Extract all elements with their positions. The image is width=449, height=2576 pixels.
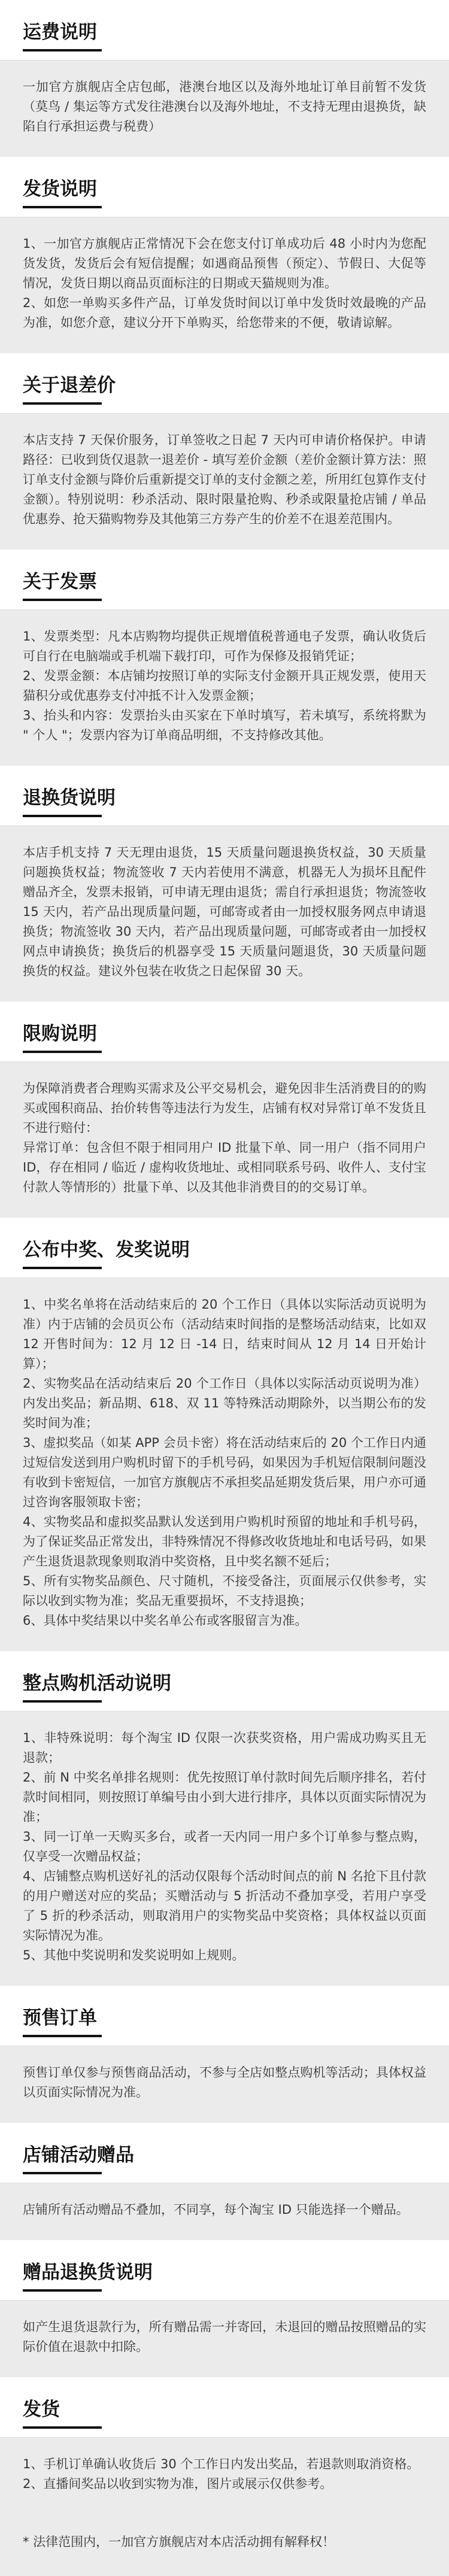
section-paragraph: 异常订单：包含但不限于相同用户 ID 批量下单、同一用户（指不同用户 ID，存在相同 / 临近 / 虚构收货地址、或相同联系号码、收件人、支付宝付款人等情形的）批量下单、以及其他非消费目的的交易订单。 (23, 1140, 430, 1194)
section-header (0, 1218, 449, 1278)
section-body (0, 826, 449, 1002)
title-underline (23, 1051, 102, 1053)
title-underline (23, 206, 102, 208)
title-underline (23, 1267, 102, 1269)
title-underline (23, 2035, 102, 2037)
section-paragraph: 1、发票类型：凡本店购物均提供正规增值税普通电子发票，确认收货后可自行在电脑端或手机端下载打印，可作为保修及报销凭证； (23, 629, 426, 663)
section-paragraph: 4、实物奖品和虚拟奖品默认发送到用户购机时预留的地址和手机号码，为了保证奖品正常发出，非特殊情况不得修改收货地址和电话号码，如果产生退货退款现象则取消中奖资格，且中奖名额不延后； (23, 1515, 426, 1568)
section-title: 限购说明 (23, 1023, 97, 1045)
rule-section (0, 353, 449, 550)
section-body (0, 1062, 449, 1218)
rule-section (0, 0, 449, 157)
footnote-block (0, 2514, 449, 2576)
section-body (0, 1712, 449, 1986)
section-paragraph: 2、发票金额：本店铺均按照订单的实际支付金额开具正规发票，使用天猫积分或优惠券支付冲抵不计入发票金额； (23, 669, 426, 703)
section-paragraph: 本店手机支持 7 天无理由退货，15 天质量问题退换货权益，30 天质量问题换货权益；物流签收 7 天内若使用不满意，机器无人为损坏且配件赠品齐全，发票未报销，可申请无理由退货；需自行承担退货；物流签收 15 天内，若产品出现质量问题，可邮寄或者由一加授权服务网点申请退换货；物流签收 30 天内，若产品出现质量问题，可邮寄或者由一加授权网点申请换货；换货后的机器享受 15 天质量问题退货，30 天质量问题换货的权益。建议外包装在收货之日起保留 30 天。 (23, 845, 430, 978)
section-body (0, 2183, 449, 2240)
rule-section (0, 2240, 449, 2377)
section-paragraph: 店铺所有活动赠品不叠加，不同享，每个淘宝 ID 只能选择一个赠品。 (23, 2202, 409, 2217)
title-underline (23, 2426, 102, 2429)
section-header (0, 2377, 449, 2438)
rule-section (0, 157, 449, 353)
section-body (0, 2046, 449, 2123)
section-paragraph: 2、实物奖品在活动结束后 20 个工作日（具体以实际活动页说明为准）内发出奖品；新品期、618、双 11 等特殊活动期除外，以当期公布的发奖时间为准； (23, 1376, 426, 1430)
section-title: 发货说明 (23, 178, 97, 200)
section-body (0, 217, 449, 353)
section-title: 关于发票 (23, 571, 97, 593)
section-paragraph: 1、手机订单确认收货后 30 个工作日内发出奖品，若退款则取消资格。 (23, 2457, 420, 2471)
section-title: 赠品退换货说明 (23, 2262, 153, 2283)
title-underline (23, 2289, 102, 2292)
section-paragraph: 4、店铺整点购机送好礼的活动仅限每个活动时间点的前 N 名抢下且付款的用户赠送对应的奖品；买赠活动与 5 折活动不叠加享受，若用户享受了 5 折的秒杀活动，则取消用户的实物奖品中奖资格；具体权益以页面实际情况为准。 (23, 1869, 426, 1943)
rule-section (0, 550, 449, 766)
section-paragraph: 2、前 N 中奖名单排名规则：优先按照订单付款时间先后顺序排名，若付款时间相同，则按照订单编号由小到大进行排序，具体以页面实际情况为准； (23, 1770, 426, 1824)
section-paragraph: 本店支持 7 天保价服务，订单签收之日起 7 天内可申请价格保护。申请路径：已收到货仅退款一退差价 - 填写差价金额（差价金额计算方法：照订单支付金额与降价后重新提交订单的支付金额之差，所用红包算作支付金额）。特别说明：秒杀活动、限时限量抢购、秒杀或限量抢店铺 / 单品优惠券、抢天猫购物券及其他第三方券产生的价差不在退差范围内。 (23, 433, 426, 526)
section-title: 公布中奖、发奖说明 (23, 1239, 190, 1261)
section-paragraph: 3、虚拟奖品（如某 APP 会员卡密）将在活动结束后的 20 个工作日内通过短信发送到用户购机时留下的手机号码，如果因为手机短信限制问题没有收到卡密短信，一加官方旗舰店不承担奖品延期发货后果，用户亦可通过咨询客服领取卡密； (23, 1436, 426, 1509)
section-title: 运费说明 (23, 22, 97, 43)
rule-section (0, 1651, 449, 1986)
rule-section (0, 766, 449, 1002)
title-underline (23, 2172, 102, 2174)
section-paragraph: 1、一加官方旗舰店正常情况下会在您支付订单成功后 48 小时内为您配货发货，发货后会有短信提醒；如遇商品预售（预定）、节假日、大促等情况，发货日期以商品页面标注的日期或天猫规则为准。 (23, 236, 426, 290)
rule-section (0, 1986, 449, 2123)
section-paragraph: 2、如您一单购买多件产品，订单发货时间以订单中发货时效最晚的产品为准，如您介意，建议分开下单购买，给您带来的不便，敬请谅解。 (23, 296, 426, 330)
title-underline (23, 402, 102, 405)
section-paragraph: 3、同一订单一天购买多台，或者一天内同一用户多个订单参与整点购，仅享受一次赠品权益； (23, 1829, 426, 1864)
section-title: 预售订单 (23, 2007, 97, 2029)
section-paragraph: 6、具体中奖结果以中奖名单公布或客服留言为准。 (23, 1613, 308, 1628)
rule-section (0, 1218, 449, 1651)
section-paragraph: 如产生退货退款行为，所有赠品需一并寄回，未退回的赠品按照赠品的实际价值在退款中扣除。 (23, 2320, 426, 2354)
section-header (0, 2240, 449, 2301)
section-title: 发货 (23, 2399, 60, 2420)
section-header (0, 0, 449, 60)
section-paragraph: 1、中奖名单将在活动结束后的 20 个工作日（具体以实际活动页说明为准）内于店铺的会员页公布（活动结束时间指的是整场活动结束，比如双 12 开售时间为：12 月 12 日 -14 日，结束时间从 12 月 14 日开始计算）； (23, 1297, 430, 1371)
section-title: 整点购机活动说明 (23, 1673, 171, 1694)
title-underline (23, 49, 102, 51)
section-header (0, 2123, 449, 2183)
rule-section (0, 1002, 449, 1218)
section-header (0, 1002, 449, 1062)
section-body (0, 2438, 449, 2514)
section-paragraph: 1、非特殊说明：每个淘宝 ID 仅限一次获奖资格，用户需成功购买且无退款； (23, 1731, 426, 1765)
title-underline (23, 599, 102, 601)
section-header (0, 766, 449, 826)
section-header (0, 353, 449, 414)
section-body (0, 2301, 449, 2377)
section-body (0, 1278, 449, 1651)
title-underline (23, 1700, 102, 1703)
section-paragraph: 5、其他中奖说明和发奖说明如上规则。 (23, 1948, 245, 1962)
section-paragraph: 一加官方旗舰店全店包邮，港澳台地区以及海外地址订单目前暂不发货（莫鸟 / 集运等方式发往港澳台以及海外地址，不支持无理由退换货，缺陷自行承担运费与税费） (23, 80, 426, 133)
section-header (0, 1651, 449, 1712)
rule-section (0, 2123, 449, 2240)
section-paragraph: 2、直播间奖品以收到实物为准，图片或展示仅供参考。 (23, 2477, 333, 2491)
section-header (0, 1986, 449, 2046)
title-underline (23, 815, 102, 817)
section-header (0, 157, 449, 217)
rule-section (0, 2377, 449, 2514)
section-paragraph: 预售订单仅参与预售商品活动，不参与全店如整点购机等活动；具体权益以页面实际情况为准。 (23, 2065, 426, 2099)
section-title: 店铺活动赠品 (23, 2144, 134, 2166)
section-body (0, 60, 449, 157)
section-body (0, 414, 449, 550)
section-title: 退换货说明 (23, 787, 116, 809)
section-paragraph: 3、抬头和内容：发票抬头由买家在下单时填写，若未填写，系统将默为 " 个人 "；发票内容为订单商品明细，不支持修改其他。 (23, 708, 430, 742)
footnote-text: * 法律范围内，一加官方旗舰店对本店活动拥有解释权！ (23, 2535, 335, 2549)
section-header (0, 550, 449, 610)
section-paragraph: 5、所有实物奖品颜色、尺寸随机，不接受备注，页面展示仅供参考，实际以收到实物为准；奖品无重要损坏，不支持退换； (23, 1574, 426, 1608)
section-body (0, 610, 449, 766)
section-paragraph: 为保障消费者合理购买需求及公平交易机会，避免因非生活消费目的的购买或囤积商品、抬价转售等违法行为发生，店铺有权对异常订单不发货且不进行赔付： (23, 1081, 426, 1135)
section-title: 关于退差价 (23, 375, 116, 396)
